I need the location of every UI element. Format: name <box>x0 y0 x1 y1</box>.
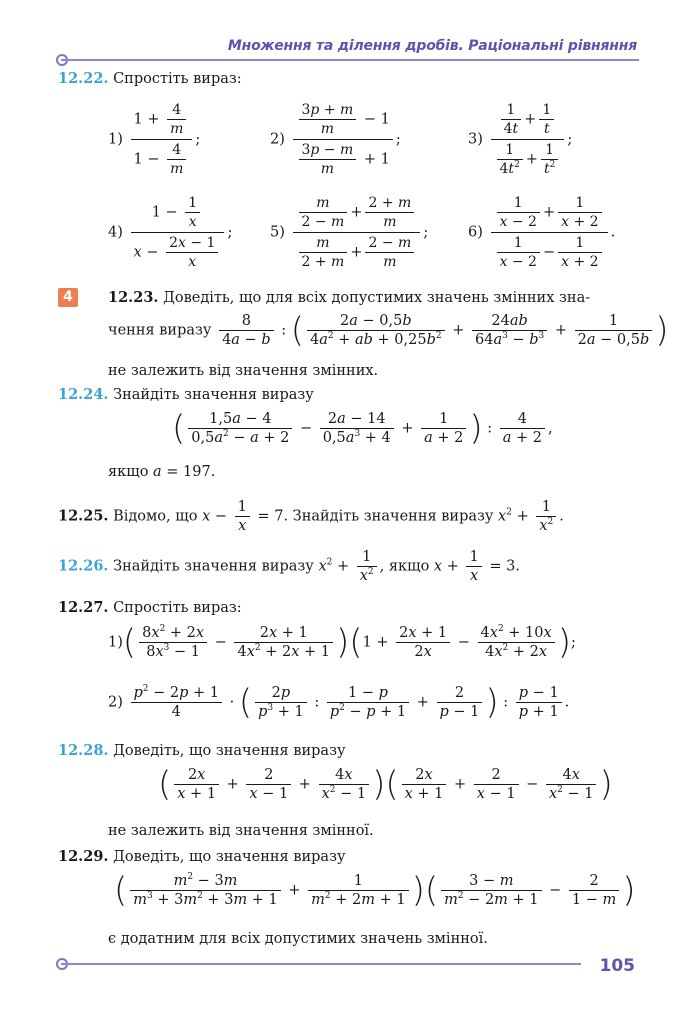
problem-label: 12.22. <box>58 70 109 87</box>
chapter-title: Множення та ділення дробів. Раціональні рівняння <box>227 38 637 54</box>
problem-label: 12.23. <box>108 289 159 306</box>
problem-12-23-after: не залежить від значення змінних. <box>108 363 379 379</box>
problem-12-28-after: не залежить від значення змінної. <box>108 823 374 839</box>
expr-12-22-6: 6) $\frac{1}{x - 2}$ + $\frac{1}{x + 2}$ $\frac{1}{x - 2}$ − $\frac{1}{x + 2}$ . <box>468 195 616 270</box>
problem-12-29: 12.29. Доведіть, що значення виразу <box>58 848 346 865</box>
footer-rule <box>61 963 581 965</box>
problem-12-29-after: є додатним для всіх допустимих значень змінної. <box>108 931 488 947</box>
problem-text: Спростіть вираз: <box>113 71 242 87</box>
problem-12-27: 12.27. Спростіть вираз: <box>58 599 242 616</box>
problem-12-23: 12.23. Доведіть, що для всіх допустимих значень змінних зна- <box>108 289 591 306</box>
problem-12-25: 12.25. Відомо, що x − $\frac{1}{x}$ = 7. Знайдіть значення виразу $x^2$ + $\frac{1}{x^2}$ . <box>58 499 564 534</box>
problem-label: 12.27. <box>58 599 109 616</box>
problem-12-22 <box>58 70 242 88</box>
expr-12-29: ( $\frac{m^2 - 3m}{m^3 + 3m^2 + 3m + 1}$ + $\frac{1}{m^2 + 2m + 1}$ )( $\frac{3 - m}{m^2 - 2m + 1}$ − $\frac{2}{1 - m}$ ) <box>114 870 636 911</box>
expr-12-22-1: 1) 1 + $\frac{4}{m}$ 1 − $\frac{4}{m}$ ; <box>108 102 201 177</box>
expr-12-22-2: 2) $\frac{3p + m}{m}$ − 1 $\frac{3p - m}{m}$ + 1 ; <box>270 102 401 177</box>
problem-label: 12.29. <box>58 848 109 865</box>
expr-12-28: ( $\frac{2x}{x + 1}$ + $\frac{2}{x - 1}$ + $\frac{4x}{x^2 - 1}$ )( $\frac{2x}{x + 1}$ + $\frac{2}{x - 1}$ − $\frac{4x}{x^2 - 1}$ ) <box>158 764 613 805</box>
problem-12-26: 12.26. Знайдіть значення виразу $x^2$ + $\frac{1}{x^2}$ , якщо x + $\frac{1}{x}$ = 3. <box>58 549 520 584</box>
problem-label: 12.28. <box>58 742 109 759</box>
expr-12-22-3: 3) $\frac{1}{4t}$ + $\frac{1}{t}$ $\frac{1}{4t^2}$ + $\frac{1}{t^2}$ ; <box>468 102 573 177</box>
difficulty-level-badge: 4 <box>58 288 78 307</box>
expr-12-23: чення виразу $\frac{8}{4a - b}$ : ( $\frac{2a - 0,5b}{4a^2 + ab + 0,25b^2}$ + $\frac{24ab}{64a^3 - b^3}$ + $\frac{1}{2a - 0,5b}$ ) <box>108 310 669 351</box>
expr-12-27-1: 1)( $\frac{8x^2 + 2x}{8x^3 - 1}$ − $\frac{2x + 1}{4x^2 + 2x + 1}$ )(1 + $\frac{2x + 1}{2x}$ − $\frac{4x^2 + 10x}{4x^2 + 2x}$ ); <box>108 622 576 663</box>
header-rule <box>61 59 639 61</box>
expr-12-22-4: 4) 1 − $\frac{1}{x}$ x − $\frac{2x - 1}{x}$ ; <box>108 195 233 270</box>
problem-12-24: 12.24. Знайдіть значення виразу <box>58 386 314 403</box>
problem-label: 12.24. <box>58 386 109 403</box>
problem-12-28: 12.28. Доведіть, що значення виразу <box>58 742 346 759</box>
page-number: 105 <box>599 956 635 976</box>
expr-12-22-5: 5) $\frac{m}{2 - m}$ + $\frac{2 + m}{m}$ $\frac{m}{2 + m}$ + $\frac{2 - m}{m}$ ; <box>270 195 429 270</box>
expr-12-24: ( $\frac{1,5a - 4}{0,5a^2 - a + 2}$ − $\frac{2a - 14}{0,5a^3 + 4}$ + $\frac{1}{a + 2}$ ) : $\frac{4}{a + 2}$ , <box>172 408 553 449</box>
expr-12-27-2: 2) $\frac{p^2 - 2p + 1}{4}$ · ( $\frac{2p}{p^3 + 1}$ : $\frac{1 - p}{p^2 - p + 1}$ + $\frac{2}{p - 1}$ ) : $\frac{p - 1}{p + 1}$ . <box>108 682 570 723</box>
problem-12-24-condition: якщо a = 197. <box>108 464 216 480</box>
